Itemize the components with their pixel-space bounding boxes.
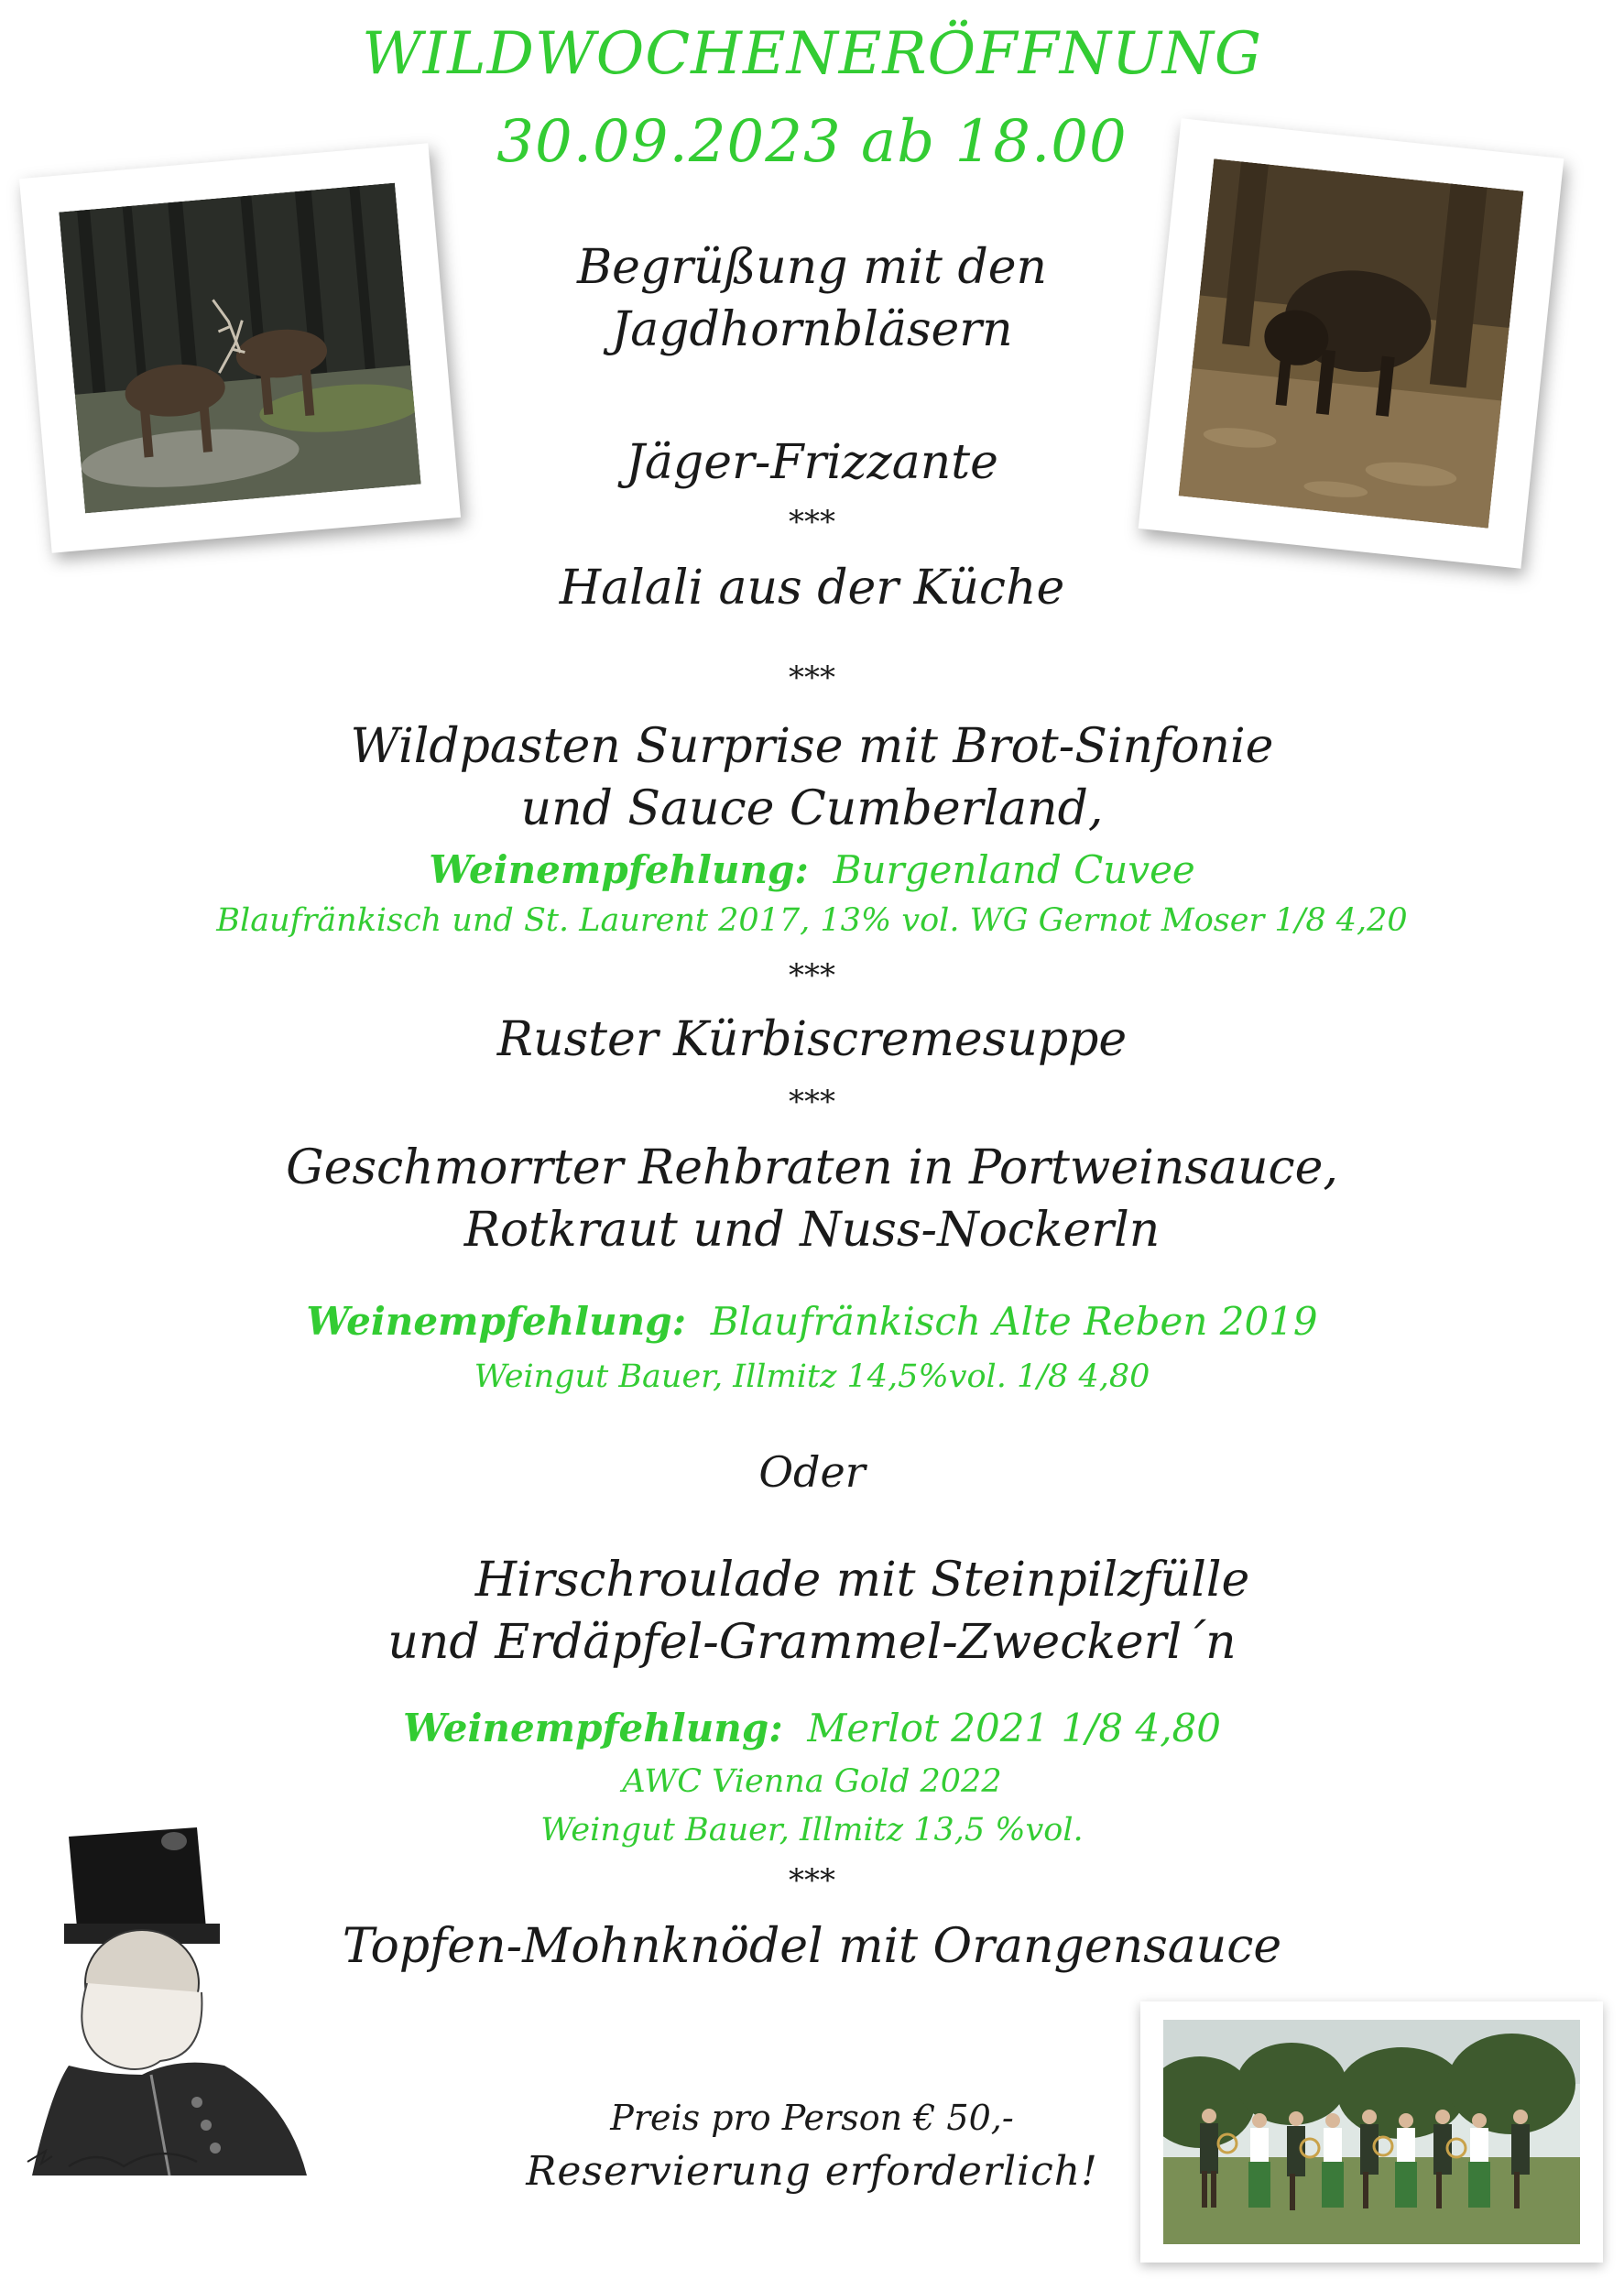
wine-label: Weinempfehlung:: [429, 847, 809, 892]
reservation-note: Reservierung erforderlich!: [526, 2148, 1098, 2195]
separator: ***: [789, 504, 835, 540]
greeting-line-1: Begrüßung mit den: [576, 240, 1048, 295]
main-course-1-line-2: Rotkraut und Nuss-Nockerln: [463, 1203, 1161, 1258]
amuse-bouche: Halali aus der Küche: [559, 561, 1065, 616]
starter-wine-recommendation: [0, 847, 1624, 892]
main-course-2-wine-award: AWC Vienna Gold 2022: [622, 1763, 1002, 1800]
starter-wine-detail: Blaufränkisch und St. Laurent 2017, 13% vol. WG Gernot Moser 1/8 4,20: [216, 902, 1408, 939]
wine-label: Weinempfehlung:: [402, 1706, 783, 1750]
soup: Ruster Kürbiscremesuppe: [496, 1012, 1128, 1067]
separator: ***: [789, 660, 835, 696]
main-course-2-line-2: und Erdäpfel-Grammel-Zweckerl´n: [387, 1615, 1237, 1670]
separator: ***: [789, 957, 835, 994]
greeting-line-2: Jagdhornbläsern: [611, 302, 1013, 357]
main-course-2-line-1: Hirschroulade mit Steinpilzfülle: [474, 1553, 1250, 1608]
main-course-1-wine: Blaufränkisch Alte Reben 2019: [710, 1299, 1318, 1344]
main-course-2-wine-recommendation: [0, 1706, 1624, 1750]
aperitif: Jäger-Frizzante: [626, 435, 998, 490]
wine-label: Weinempfehlung:: [306, 1299, 687, 1344]
main-course-1-wine-detail: Weingut Bauer, Illmitz 14,5%vol. 1/8 4,80: [474, 1358, 1150, 1395]
main-course-2-wine-detail: Weingut Bauer, Illmitz 13,5 %vol.: [540, 1812, 1084, 1848]
event-date: 30.09.2023 ab 18.00: [496, 108, 1128, 176]
main-course-2-wine: Merlot 2021 1/8 4,80: [807, 1706, 1221, 1750]
or-separator: Oder: [758, 1447, 866, 1497]
starter-wine: Burgenland Cuvee: [833, 847, 1195, 892]
event-title: WILDWOCHENERÖFFNUNG: [362, 20, 1262, 88]
main-course-1-line-1: Geschmorrter Rehbraten in Portweinsauce,: [286, 1140, 1338, 1195]
starter-line-2: und Sauce Cumberland,: [520, 781, 1104, 836]
dessert: Topfen-Mohnknödel mit Orangensauce: [342, 1919, 1282, 1974]
price-per-person: Preis pro Person € 50,-: [610, 2098, 1014, 2138]
separator: ***: [789, 1084, 835, 1120]
starter-line-1: Wildpasten Surprise mit Brot-Sinfonie: [350, 719, 1274, 774]
main-course-1-wine-recommendation: [0, 1299, 1624, 1344]
separator: ***: [789, 1862, 835, 1899]
